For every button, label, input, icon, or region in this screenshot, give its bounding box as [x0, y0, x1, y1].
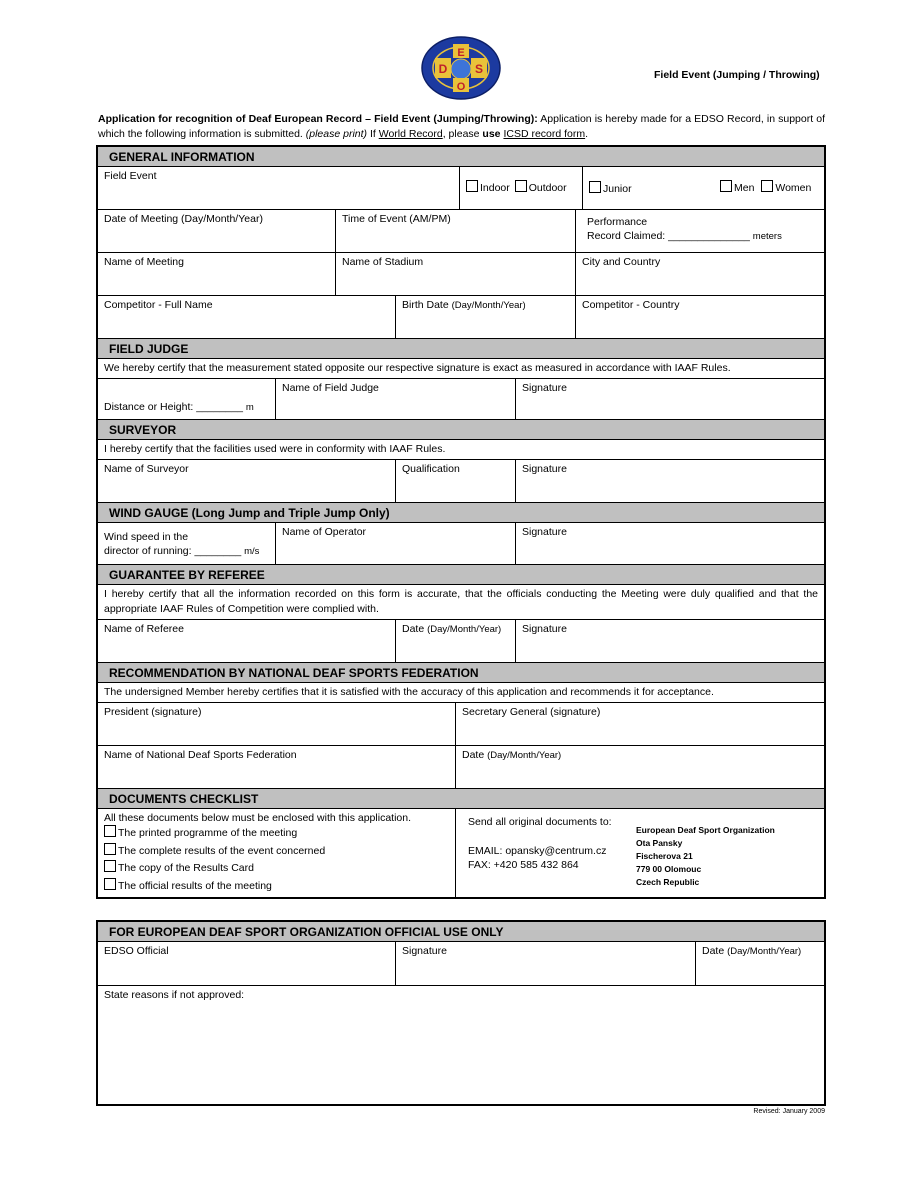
referee-name-label: Name of Referee	[104, 623, 184, 635]
section-surveyor: SURVEYOR	[98, 420, 824, 440]
competitor-country-label: Competitor - Country	[582, 299, 680, 311]
official-use-form	[96, 920, 826, 1106]
qualification-field[interactable]	[396, 460, 516, 502]
intro-paragraph	[98, 112, 825, 142]
checklist-item-label: The complete results of the event concerned	[118, 844, 326, 857]
competitor-name-field[interactable]	[98, 296, 396, 338]
name-of-stadium-field[interactable]	[336, 253, 576, 295]
icsd-form-link[interactable]: ICSD record form	[503, 128, 586, 140]
referee-date-format: (Day/Month/Year)	[427, 624, 502, 635]
women-label: Women	[775, 182, 812, 194]
checklist-items	[98, 809, 456, 897]
checkbox[interactable]	[104, 843, 116, 855]
official-date-label: Date	[702, 945, 725, 957]
field-judge-signature-field[interactable]	[516, 379, 824, 419]
recommendation-date-format: (Day/Month/Year)	[487, 750, 562, 761]
secretary-signature-label: Secretary General (signature)	[462, 706, 601, 718]
address-line: European Deaf Sport Organization	[636, 825, 775, 835]
field-judge-signature-label: Signature	[522, 382, 567, 394]
checklist-item[interactable]	[104, 860, 449, 878]
address-line: 779 00 Olomouc	[636, 864, 702, 874]
surveyor-row	[98, 460, 824, 503]
men-checkbox[interactable]	[720, 180, 732, 192]
recommendation-row-1	[98, 703, 824, 746]
qualification-label: Qualification	[402, 463, 460, 475]
meters-unit: meters	[752, 231, 782, 242]
section-general-information: GENERAL INFORMATION	[98, 147, 824, 167]
outdoor-label: Outdoor	[528, 182, 567, 194]
date-of-meeting-field[interactable]	[98, 210, 336, 252]
address-line: Fischerova 21	[636, 851, 693, 861]
logo-letter-e: E	[457, 47, 465, 59]
distance-height-label: Distance or Height: ________	[104, 401, 243, 413]
intro-use: use	[482, 128, 501, 140]
referee-statement: I hereby certify that all the information recorded on this form is accurate, that the officials conducting the Meeting were duly qualified and that the appropriate IAAF Rules of Competition were complied with.	[98, 585, 824, 620]
record-application-form	[96, 145, 826, 899]
men-label: Men	[734, 182, 755, 194]
name-of-meeting-field[interactable]	[98, 253, 336, 295]
surveyor-signature-label: Signature	[522, 463, 567, 475]
performance-label: Performance	[587, 216, 648, 228]
logo-letter-s: S	[474, 62, 484, 76]
email-address[interactable]: EMAIL: opansky@centrum.cz	[468, 845, 607, 857]
city-country-field[interactable]	[576, 253, 824, 295]
intro-text-2: If	[367, 128, 379, 140]
checklist-item[interactable]	[104, 878, 449, 896]
field-judge-name-label: Name of Field Judge	[282, 382, 379, 394]
wind-signature-label: Signature	[522, 526, 567, 538]
distance-height-field[interactable]	[98, 379, 276, 419]
intro-dot: .	[585, 128, 589, 140]
indoor-checkbox[interactable]	[466, 180, 478, 192]
section-official-use: FOR EUROPEAN DEAF SPORT ORGANIZATION OFFICIAL USE ONLY	[98, 922, 824, 942]
time-of-event-label: Time of Event (AM/PM)	[342, 213, 451, 225]
performance-field[interactable]	[576, 210, 824, 252]
meter-unit: m	[245, 402, 254, 413]
referee-signature-field[interactable]	[516, 620, 824, 662]
section-recommendation: RECOMMENDATION BY NATIONAL DEAF SPORTS FEDERATION	[98, 663, 824, 683]
section-wind-gauge: WIND GAUGE (Long Jump and Triple Jump Only)	[98, 503, 824, 523]
checklist-item[interactable]	[104, 843, 449, 861]
edso-logo	[421, 36, 501, 100]
please-print-note: (please print)	[305, 128, 368, 140]
record-claimed-label: Record Claimed: ______________	[587, 230, 750, 242]
secretary-signature-field[interactable]	[456, 703, 824, 745]
birth-date-label: Birth Date	[402, 299, 449, 311]
outdoor-checkbox[interactable]	[515, 180, 527, 192]
name-of-meeting-label: Name of Meeting	[104, 256, 184, 268]
address-line: Ota Pansky	[636, 838, 683, 848]
edso-official-label: EDSO Official	[104, 945, 169, 957]
recommendation-statement: The undersigned Member hereby certifies that it is satisfied with the accuracy of this application and recommends it for acceptance.	[98, 683, 824, 703]
name-of-stadium-label: Name of Stadium	[342, 256, 424, 268]
fax-number: FAX: +420 585 432 864	[468, 859, 579, 871]
wind-speed-label: Wind speed in the	[104, 531, 189, 543]
wind-unit: m/s	[244, 546, 260, 557]
referee-name-field[interactable]	[98, 620, 396, 662]
checklist-item-label: The official results of the meeting	[118, 879, 272, 892]
women-checkbox[interactable]	[761, 180, 773, 192]
field-event-label: Field Event	[104, 170, 157, 182]
section-documents-checklist: DOCUMENTS CHECKLIST	[98, 789, 824, 809]
federation-name-field[interactable]	[98, 746, 456, 788]
general-row-2	[98, 210, 824, 253]
surveyor-name-label: Name of Surveyor	[104, 463, 189, 475]
recommendation-date-field[interactable]	[456, 746, 824, 788]
official-date-field[interactable]	[696, 942, 824, 985]
time-of-event-field[interactable]	[336, 210, 576, 252]
field-judge-row	[98, 379, 824, 420]
date-of-meeting-label: Date of Meeting (Day/Month/Year)	[104, 213, 263, 225]
mailing-address	[636, 824, 775, 889]
gender-options	[714, 167, 824, 209]
reasons-field[interactable]	[98, 986, 824, 1104]
intro-heading: Application for recognition of Deaf European Record – Field Event (Jumping/Throwing):	[98, 113, 538, 125]
junior-label: Junior	[603, 183, 632, 195]
checkbox[interactable]	[104, 878, 116, 890]
send-documents-info	[456, 809, 824, 897]
wind-direction-label: director of running: ________	[104, 545, 242, 557]
birth-date-format: (Day/Month/Year)	[451, 300, 526, 311]
surveyor-signature-field[interactable]	[516, 460, 824, 502]
operator-name-field[interactable]	[276, 523, 516, 564]
section-guarantee-by-referee: GUARANTEE BY REFEREE	[98, 565, 824, 585]
reasons-label: State reasons if not approved:	[104, 989, 245, 1001]
surveyor-statement: I hereby certify that the facilities used were in conformity with IAAF Rules.	[98, 440, 824, 460]
checklist-intro: All these documents below must be enclosed with this application.	[104, 812, 412, 824]
recommendation-row-2	[98, 746, 824, 789]
president-signature-label: President (signature)	[104, 706, 202, 718]
referee-date-label: Date	[402, 623, 425, 635]
logo-letter-o: O	[456, 81, 466, 93]
junior-option	[582, 167, 714, 209]
section-field-judge: FIELD JUDGE	[98, 339, 824, 359]
junior-checkbox[interactable]	[589, 181, 601, 193]
referee-row	[98, 620, 824, 663]
field-judge-statement: We hereby certify that the measurement stated opposite our respective signature is exact as measured in accordance with IAAF Rules.	[98, 359, 824, 379]
send-to-label: Send all original documents to:	[468, 816, 612, 828]
world-record-link[interactable]: World Record	[378, 128, 443, 140]
checklist-item-label: The printed programme of the meeting	[118, 827, 298, 839]
competitor-name-label: Competitor - Full Name	[104, 299, 213, 311]
edso-official-field[interactable]	[98, 942, 396, 985]
checklist-item-label: The copy of the Results Card	[118, 862, 254, 874]
official-row	[98, 942, 824, 986]
address-line: Czech Republic	[636, 877, 700, 887]
revised-date: Revised: January 2009	[753, 1108, 825, 1115]
checklist-item[interactable]	[104, 825, 449, 843]
competitor-country-field[interactable]	[576, 296, 824, 338]
official-date-format: (Day/Month/Year)	[727, 946, 802, 957]
venue-options	[460, 167, 582, 209]
general-row-1	[98, 167, 824, 210]
wind-gauge-row	[98, 523, 824, 565]
operator-name-label: Name of Operator	[282, 526, 367, 538]
reasons-row	[98, 986, 824, 1104]
intro-text-3: , please	[442, 128, 483, 140]
checkbox[interactable]	[104, 860, 116, 872]
general-row-4	[98, 296, 824, 339]
surveyor-name-field[interactable]	[98, 460, 396, 502]
official-signature-field[interactable]	[396, 942, 696, 985]
referee-signature-label: Signature	[522, 623, 567, 635]
wind-speed-field[interactable]	[98, 523, 276, 564]
logo-letter-d: D	[438, 62, 448, 76]
official-signature-label: Signature	[402, 945, 447, 957]
indoor-label: Indoor	[480, 182, 510, 194]
checkbox[interactable]	[104, 825, 116, 837]
intro-text: Application is hereby made for a EDSO Record, in support of which the following information is submitted.	[98, 113, 825, 140]
document-title: Field Event (Jumping / Throwing)	[654, 69, 820, 81]
checklist-row	[98, 809, 824, 897]
recommendation-date-label: Date	[462, 749, 485, 761]
field-event-field[interactable]	[98, 167, 460, 209]
wind-signature-field[interactable]	[516, 523, 824, 564]
referee-date-field[interactable]	[396, 620, 516, 662]
federation-name-label: Name of National Deaf Sports Federation	[104, 749, 297, 761]
general-row-3	[98, 253, 824, 296]
president-signature-field[interactable]	[98, 703, 456, 745]
city-country-label: City and Country	[582, 256, 661, 268]
birth-date-field[interactable]	[396, 296, 576, 338]
field-judge-name-field[interactable]	[276, 379, 516, 419]
